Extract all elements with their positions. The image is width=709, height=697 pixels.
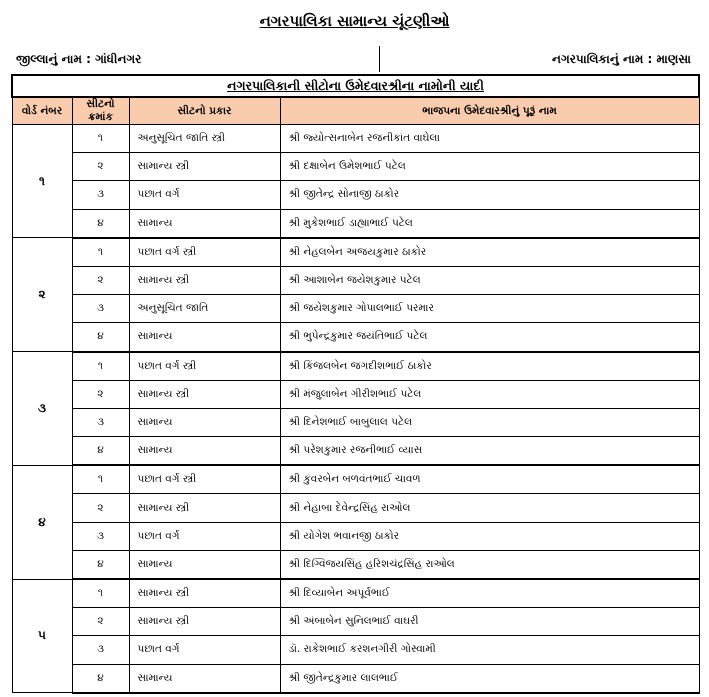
ward-number: ૨ <box>12 238 72 352</box>
candidate-name: શ્રી જયેશકુમાર ગોપાલભાઈ પરમાર <box>280 295 699 323</box>
seat-type: સામાન્ય <box>129 323 280 352</box>
column-header-seat: સીટનો ક્રમાંક <box>72 97 129 125</box>
candidate-name: શ્રી પરેશકુમાર રજનીભાઈ વ્યાસ <box>280 437 699 466</box>
table-row <box>12 153 699 181</box>
district-label: જીલ્લાનું નામ : ગાંધીનગર <box>16 52 142 66</box>
table-row <box>12 209 699 238</box>
candidate-name: શ્રી કિંજલબેન જગદીશભાઈ ઠાકોર <box>280 352 699 381</box>
seat-number: ૩ <box>72 522 129 550</box>
seat-type: પછાત વર્ગ <box>129 522 280 550</box>
candidate-name: શ્રી કુંવરબેન બળવંતભાઈ ચાવળ <box>280 465 699 494</box>
seat-type: પછાત વર્ગ સ્ત્રી <box>129 238 280 267</box>
table-row <box>12 550 699 579</box>
table-row <box>12 266 699 294</box>
table-row <box>12 465 699 494</box>
ward-number: ૫ <box>12 579 72 693</box>
seat-type: સામાન્ય સ્ત્રી <box>129 380 280 408</box>
candidate-name: શ્રી દિગ્વિજયસિંહ હરિશચંદ્રસિંહ રાઓલ <box>280 550 699 579</box>
candidate-table <box>11 74 700 694</box>
table-title: નગરપાલિકાની સીટોના ઉમેદવારશ્રીના નામોની યાદી <box>12 75 699 97</box>
candidate-name: શ્રી યોગેશ ભવાનજી ઠાકોર <box>280 522 699 550</box>
table-row <box>12 380 699 408</box>
candidate-name: શ્રી જ્યોત્સનાબેન રજનીકાંત વાઘેલા <box>280 125 699 153</box>
table-row <box>12 323 699 352</box>
candidate-name: શ્રી જીતેન્દ્રકુમાર લાલભાઈ <box>280 664 699 693</box>
seat-type: અનુસૂચિત જાતિ <box>129 295 280 323</box>
ward-number: ૪ <box>12 465 72 579</box>
table-row <box>12 494 699 522</box>
candidate-name: શ્રી જીતેન્દ્ર સોનાજી ઠાકોર <box>280 181 699 209</box>
candidate-name: શ્રી ભુપેન્દ્રકુમાર જયંતિભાઈ પટેલ <box>280 323 699 352</box>
table-row <box>12 664 699 693</box>
seat-type: સામાન્ય <box>129 209 280 238</box>
seat-type: પછાત વર્ગ સ્ત્રી <box>129 465 280 494</box>
ward-number: ૩ <box>12 352 72 466</box>
column-header-candidate: ભાજપના ઉમેદવારશ્રીનું પૂરૂં નામ <box>280 97 699 125</box>
table-body <box>12 125 699 693</box>
seat-type: પછાત વર્ગ <box>129 636 280 664</box>
seat-type: સામાન્ય સ્ત્રી <box>129 266 280 294</box>
seat-type: પછાત વર્ગ <box>129 181 280 209</box>
seat-number: ૩ <box>72 408 129 436</box>
candidate-name: શ્રી દિનેશભાઈ બાબુલાલ પટેલ <box>280 408 699 436</box>
column-header-row <box>12 97 699 125</box>
seat-type: સામાન્ય <box>129 408 280 436</box>
table-row <box>12 295 699 323</box>
table-row <box>12 181 699 209</box>
seat-number: ૨ <box>72 266 129 294</box>
table-row <box>12 579 699 608</box>
seat-number: ૪ <box>72 437 129 466</box>
seat-number: ૧ <box>72 238 129 267</box>
table-row <box>12 437 699 466</box>
seat-number: ૪ <box>72 323 129 352</box>
seat-type: સામાન્ય <box>129 437 280 466</box>
column-header-ward: વોર્ડ નંબર <box>12 97 72 125</box>
seat-number: ૩ <box>72 181 129 209</box>
ward-number: ૧ <box>12 125 72 238</box>
municipality-label: નગરપાલિકાનું નામ : માણસા <box>552 52 691 66</box>
seat-type: અનુસૂચિત જાતિ સ્ત્રી <box>129 125 280 153</box>
seat-number: ૨ <box>72 608 129 636</box>
table-row <box>12 608 699 636</box>
seat-number: ૪ <box>72 664 129 693</box>
seat-number: ૧ <box>72 465 129 494</box>
candidate-name: ડૉ. રાકેશભાઈ કરશનગીરી ગોસ્વામી <box>280 636 699 664</box>
seat-number: ૧ <box>72 352 129 381</box>
candidate-name: શ્રી દિવ્યાબેન અપૂર્વભાઈ <box>280 579 699 608</box>
seat-number: ૪ <box>72 550 129 579</box>
seat-number: ૩ <box>72 295 129 323</box>
seat-type: સામાન્ય સ્ત્રી <box>129 153 280 181</box>
candidate-name: શ્રી મુકેશભાઈ ડાહ્યાભાઈ પટેલ <box>280 209 699 238</box>
header-divider <box>379 46 380 72</box>
seat-number: ૨ <box>72 494 129 522</box>
table-row <box>12 125 699 153</box>
seat-number: ૧ <box>72 579 129 608</box>
candidate-name: શ્રી અંબાબેન સુનિલભાઈ વાઘરી <box>280 608 699 636</box>
document-title: નગરપાલિકા સામાન્ય ચૂંટણીઓ <box>259 12 450 30</box>
seat-type: સામાન્ય <box>129 664 280 693</box>
seat-number: ૧ <box>72 125 129 153</box>
table-row <box>12 352 699 381</box>
candidate-name: શ્રી દક્ષાબેન ઉમેશભાઈ પટેલ <box>280 153 699 181</box>
table-row <box>12 238 699 267</box>
candidate-name: શ્રી નેહાબા દેવેન્દ્રસિંહ રાઓલ <box>280 494 699 522</box>
table-row <box>12 522 699 550</box>
seat-type: સામાન્ય સ્ત્રી <box>129 494 280 522</box>
seat-number: ૨ <box>72 380 129 408</box>
seat-type: સામાન્ય સ્ત્રી <box>129 579 280 608</box>
candidate-name: શ્રી આશાબેન જયેશકુમાર પટેલ <box>280 266 699 294</box>
seat-type: પછાત વર્ગ સ્ત્રી <box>129 352 280 381</box>
seat-number: ૩ <box>72 636 129 664</box>
candidate-name: શ્રી મંજુલાબેન ગીરીશભાઈ પટેલ <box>280 380 699 408</box>
candidate-name: શ્રી નેહલબેન અજયકુમાર ઠાકોર <box>280 238 699 267</box>
table-banner-row <box>12 75 699 97</box>
seat-number: ૪ <box>72 209 129 238</box>
seat-type: સામાન્ય <box>129 550 280 579</box>
table-row <box>12 408 699 436</box>
seat-number: ૨ <box>72 153 129 181</box>
seat-type: સામાન્ય સ્ત્રી <box>129 608 280 636</box>
table-row <box>12 636 699 664</box>
column-header-type: સીટનો પ્રકાર <box>129 97 280 125</box>
